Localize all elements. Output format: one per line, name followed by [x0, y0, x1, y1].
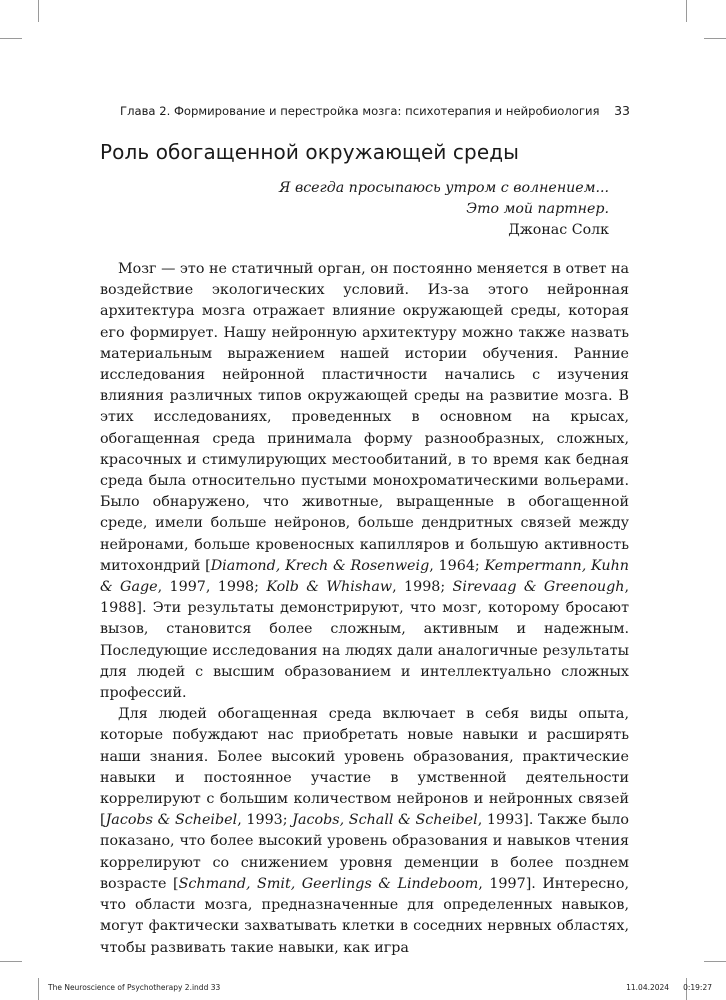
crop-mark — [704, 38, 726, 39]
footer-file: The Neuroscience of Psychotherapy 2.indd 33 — [48, 983, 221, 992]
citation: Sirevaag & Greenough — [452, 579, 625, 596]
chapter-title: Глава 2. Формирование и перестройка мозга: психотерапия и нейробиология — [120, 104, 600, 118]
section-title: Роль обогащенной окружающей среды — [100, 140, 520, 164]
crop-mark — [686, 0, 687, 22]
citation: Jacobs, Schall & Scheibel — [292, 812, 478, 829]
text-run: , 1988]. Эти результаты демонстрируют, что мозг, которому бросают вызов, становится более сложным, активным и надежным. Последующие исследования на людях дали аналогичные результаты для людей с высшим образованием и интеллектуально сложных профессий. — [100, 579, 629, 702]
footer-time: 0:19:27 — [683, 983, 712, 992]
crop-mark — [38, 978, 39, 1000]
paragraph — [100, 259, 629, 704]
paragraph — [100, 704, 629, 958]
crop-mark — [0, 38, 22, 39]
text-run: , 1997]. Интересно, что области мозга, предназначенные для определенных навыков, могут фактически захватывать клетки в соседних нервных областях, чтобы развивать такие навыки, как игра — [100, 875, 629, 956]
page-number: 33 — [614, 103, 630, 118]
text-run: , 1964; — [429, 557, 485, 574]
text-run: , 1993]. Также было показано, что более высокий уровень образования и навыков чтения коррелируют со снижением уровня деменции в более позднем возрасте [ — [100, 812, 629, 892]
citation: Schmand, Smit, Geerlings & Lindeboom — [178, 875, 479, 892]
print-footer — [48, 983, 712, 992]
citation: Diamond, Krech & Rosenweig — [210, 557, 430, 574]
footer-date: 11.04.2024 — [626, 983, 670, 992]
epigraph — [279, 178, 609, 241]
epigraph-line: Я всегда просыпаюсь утром с волнением... — [278, 180, 609, 196]
text-run: Мозг — это не статичный орган, он постоянно меняется в ответ на воздействие экологических условий. Из-за этого нейронная архитектура мозга отражает влияние окружающей среды, которая его формирует. Нашу нейронную архитектуру можно также назвать материальным выражением нашей истории обучения. Ранние исследования нейронной пластичности начались с изучения влияния различных типов окружающей среды на развитие мозга. В этих исследованиях, проведенных в основном на крысах, обогащенная среда принимала форму разнообразных, сложных, красочных и стимулирующих местообитаний, в то время как бедная среда была относительно пустыми монохроматическими вольерами. Было обнаружено, что животные, выращенные в обогащенной среде, имели больше нейронов, больше дендритных связей между нейронами, больше кровеносных капилляров и большую активность митохондрий [ — [100, 261, 629, 574]
citation: Kempermann, Kuhn & Gage — [100, 557, 629, 596]
crop-mark — [0, 961, 22, 962]
text-run: , 1997, 1998; — [157, 579, 267, 596]
running-head — [120, 103, 630, 118]
epigraph-line: Это мой партнер. — [466, 201, 609, 217]
text-run: Для людей обогащенная среда включает в себя виды опыта, которые побуждают нас приобретать новые навыки и расширять наши знания. Более высокий уровень образования, практические навыки и постоянное участие в умственной деятельности коррелируют с большим количеством нейронов и нейронных связей [ — [100, 706, 629, 829]
epigraph-author: Джонас Солк — [508, 222, 609, 238]
citation: Jacobs & Scheibel — [105, 812, 238, 829]
crop-mark — [38, 0, 39, 22]
text-run: , 1993; — [237, 812, 293, 829]
citation: Kolb & Whishaw — [266, 579, 393, 596]
body-text — [100, 259, 629, 959]
text-run: , 1998; — [392, 579, 453, 596]
crop-mark — [704, 961, 726, 962]
